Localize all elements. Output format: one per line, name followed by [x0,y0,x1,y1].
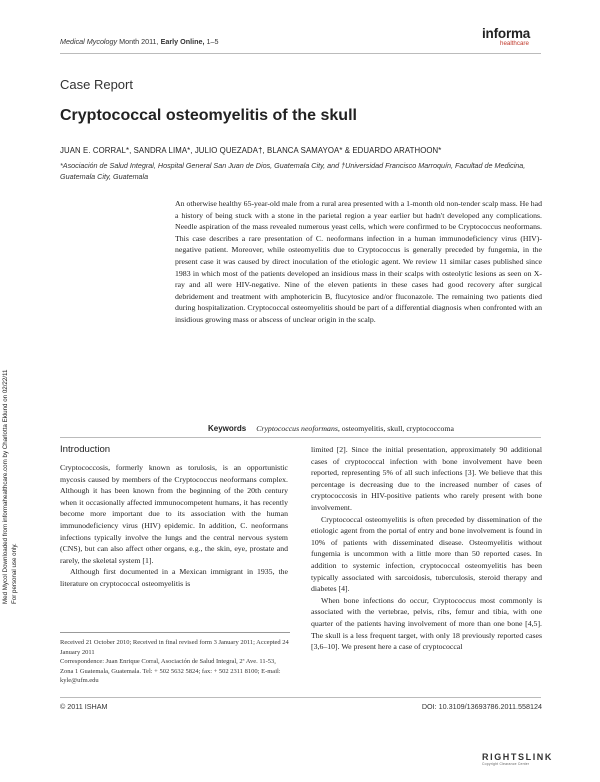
paragraph: Cryptococcal osteomyelitis is often preceded by dissemination of the etiologic agent from the portal of entry and bone involvement is found in 10% of patients with disseminated disease. Osteomyelitis without fungemia is uncommon with a little more than 50 reported cases. In addition to systemic infection, cryptococcal osteomyelitis has been typically associated with sarcoidosis, tuberculosis, steroid therapy and diabetes [4]. [311,514,542,594]
paragraph: Although first documented in a Mexican immigrant in 1935, the literature on cryptococcal osteomyelitis is [60,567,288,588]
paragraph: limited [2]. Since the initial presentation, approximately 90 additional cases of cryptococcal infection with bone involvement have been reported, representing 5% of all such infections [3]. We believe that this percentage is decreasing due to the increased number of cases of cryptococcosis in HIV-positive patients who rarely present with bone involvement. [311,445,542,512]
keywords [208,424,542,433]
paragraph: When bone infections do occur, Cryptococcus most commonly is associated with the vertebrae, pelvis, ribs, femur and tibia, with one quarter of the patients having involvement of more than one bone [4,5]. The skull is a less frequent target, with only 18 previously reported cases [3,6–10]. We present here a case of cryptococcal [311,595,542,652]
right-column [311,444,542,653]
rightslink-name: RIGHTSLINK [482,752,553,762]
paragraph: Cryptococcosis, formerly known as torulosis, is an opportunistic mycosis caused by members of the Cryptococcus neoformans complex. Although it has been known from the beginning of the 20th century when it occasionally affected immunocompetent humans, it has recently become more important due to its association with the human immunodeficiency virus (HIV) epidemic. In addition, C. neoformans infections typically involve the lungs and the central nervous system (CNS), but can also affect other organs, e.g., the skin, eye, prostate and rarely, the skeletal system [1]. [60,463,288,565]
page-range: 1–5 [206,37,219,46]
doi[interactable]: DOI: 10.3109/13693786.2011.558124 [421,702,542,711]
intro-heading: Introduction [60,444,111,455]
footer-rule [60,697,541,698]
article-type: Case Report [60,77,133,92]
logo-name: informa [482,26,531,41]
abstract: An otherwise healthy 65-year-old male from a rural area presented with a 1-month old non-tender scalp mass. He had a history of being stuck with a stone in the parietal region a year earlier but hadn't developed any complications. Needle aspiration of the mass revealed numerous yeast cells, which were confirmed to be Cryptococcus neoformans. This case describes a rare presentation of C. neoformans infection in a human immunodeficiency virus (HIV)-negative patient. Moreover, while osteomyelitis due to Cryptococcus is generally preceded by fungemia, in the present case it was caused by direct inoculation of the etiologic agent. We review 11 similar cases published since 1983 in which most of the patients developed an insidious mass in their scalps with osteolytic lesions as seen on X-ray and all were HIV-negative. Nine of the eleven patients in these cases had good recovery after surgical debridement and treatment with amphotericin B, flucytosice and/or fluconazole. The remaining two patients died during hospitalization. Cryptococcal osteomyelitis should be part of a differential diagnosis when confronted with an insidious growing mass or abscess of unclear origin in the scalp. [175,199,542,324]
keywords-rest: , osteomyelitis, skull, cryptococcoma [337,424,454,433]
footnote [60,638,289,686]
journal-header [60,37,219,46]
keywords-label: Keywords [208,424,247,433]
copyright: © 2011 ISHAM [60,702,108,711]
header-rule [60,53,541,54]
correspondence: Correspondence: Juan Enrique Corral, Asociación de Salud Integral, 2ª Ave. 11-53, Zona 1 Guatemala, Guatemala. Tel: + 502 5632 5824; fax: + 502 2311 8100; E-mail: kyle@ufm.edu [60,658,281,685]
download-line: Med Mycol Downloaded from informahealthcare.com by Charlotta Eklund on 02/22/11 [2,369,9,604]
early-online: Early Online, [160,37,205,46]
issue-date: Month 2011, [119,37,159,46]
rightslink-logo[interactable] [482,752,582,766]
download-notice [2,370,19,604]
received-dates: Received 21 October 2010; Received in final revised form 3 January 2011; Accepted 24 January 2011 [60,639,289,656]
footnote-rule [60,632,290,633]
left-column [60,462,288,590]
logo-sub: healthcare [500,40,529,47]
abstract-rule [60,437,541,438]
affiliation: *Asociación de Salud Integral, Hospital General San Juan de Dios, Guatemala City, and †Universidad Francisco Marroquín, Facultad de Medicina, Guatemala City, Guatemala [60,161,526,181]
article-title: Cryptococcal osteomyelitis of the skull [60,107,357,124]
informa-logo[interactable] [482,27,542,47]
keywords-italic: Cryptococcus neoformans [256,424,338,433]
personal-use-line: For personal use only. [10,543,18,604]
author-list: JUAN E. CORRAL*, SANDRA LIMA*, JULIO QUEZADA†, BLANCA SAMAYOA* & EDUARDO ARATHOON* [60,146,442,155]
rightslink-sub: Copyright Clearance Center [482,762,530,766]
journal-name: Medical Mycology [60,37,118,46]
